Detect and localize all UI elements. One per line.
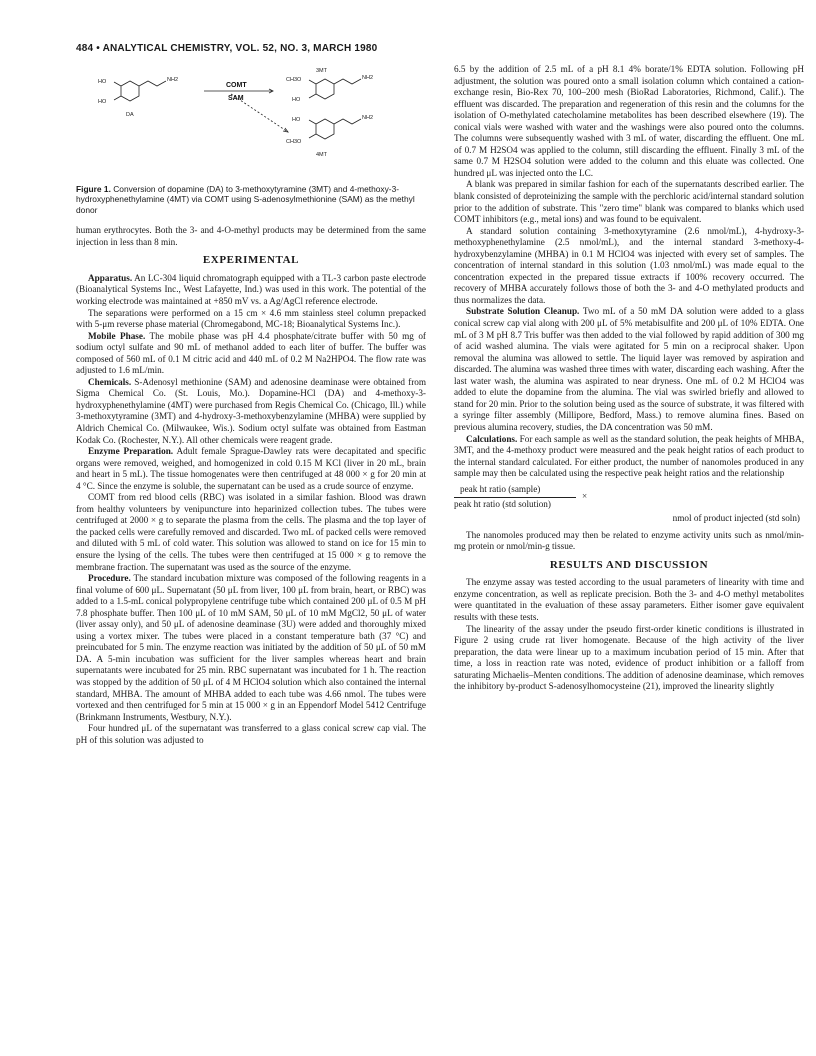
mt3-ch3o: CH3O (286, 77, 302, 83)
standard-paragraph: A standard solution containing 3-methoxytyramine (2.6 nmol/mL), 4-hydroxy-3-methoxyphenethylamine (2.5 nmol/mL), and the internal standard 3-methoxy-4-hydroxybenzylamine (MHBA) in 0.1 M HClO4 was injected with every set of samples. The concentration of internal standard in this solution (1.03 nmol/mL) was made equal to the concentration expected in the prepared tissue extracts if 100% recovery occurred. The recovery of MHBA accurately follows those of both the 3- and 4-O methylated products and thus normalizes the data. (454, 225, 804, 305)
results-paragraph-1: The enzyme assay was tested according to the usual parameters of linearity with time and enzyme concentration, as well as replicate precision. Both the 3- and 4-O methyl metabolites were quantitated in the evaluation of these assay parameters. Either isomer gave equivalent results with these tests. (454, 577, 804, 622)
figure-1 (76, 64, 426, 182)
nanomoles-paragraph: The nanomoles produced may then be related to enzyme activity units such as nmol/min-mg protein or nmol/min-g tissue. (454, 529, 804, 552)
procedure-heading: Procedure. (88, 573, 131, 584)
right-column (454, 64, 804, 693)
results-paragraph-2: The linearity of the assay under the pseudo first-order kinetic conditions is illustrated in Figure 2 using crude rat liver homogenate. Because of the high activity of the liver preparation, the data were linear up to a maximum incubation period of 15 min. After that time, a loss in reaction rate was noted, evidence of product inhibition or a falloff from saturating Michaelis–Menten conditions. The addition of adenosine deaminase, which removes the inhibitory by-product S-adenosylhomocysteine (21), improved the linearity slightly (454, 623, 804, 692)
intro-paragraph: human erythrocytes. Both the 3- and 4-O-methyl products may be determined from the same injection in less than 8 min. (76, 225, 426, 247)
running-head: 484 • ANALYTICAL CHEMISTRY, VOL. 52, NO. 3, MARCH 1980 (76, 43, 378, 54)
substrate-text: Two mL of a 50 mM DA solution were added to a glass conical screw cap vial along with 200 μL of 5% metabisulfite and 200 μL of 10% EDTA. One mL of 3 M pH 8.7 Tris buffer was then added to the vial followed by rapid addition of 300 mg of acid washed alumina. The vials were agitated for 5 min on a reciprocal shaker. Upon removal the alumina was allowed to settle. The liquid layer was removed by aspiration and discarded. The alumina was washed three times with water, discarding each washing. After the last water wash, the alumina was aspirated to near dryness. One mL of 0.2 M HClO4 was added to elute the dopamine from the alumina. The vial was swirled briefly and allowed to stand for 20 min. Prior to the solution being used as the source of substrate, it was filtered with a syringe filter assembly (Millipore, Bedford, Mass.) to remove alumina fines. Based on previous alumina recovery, studies, the DA concentration was 50 mM. (454, 306, 804, 432)
calculations-text: For each sample as well as the standard solution, the peak heights of MHBA, 3MT, and the 4-methoxy product were measured and the peak height ratios of each product to the internal standard calculated. For either product, the number of nanomoles produced in any sample may then be calculated using the respective peak height ratios and the relationship (454, 433, 804, 479)
equation-numerator: peak ht ratio (sample) (460, 483, 541, 494)
mt3-ho: HO (292, 97, 301, 103)
mobile-phase-text: The mobile phase was pH 4.4 phosphate/citrate buffer with 50 mg of sodium octyl sulfate and 90 mL of methanol added to each liter of buffer. The buffer was composed of 560 mL of 0.1 M citric acid and 440 mL of 0.2 M Na2HPO4. The flow rate was adjusted to 1.6 mL/min. (76, 330, 426, 376)
da-chain (139, 81, 166, 86)
equation-times: × (582, 490, 588, 501)
enzyme-label: COMT (226, 82, 247, 89)
da-ring (121, 81, 139, 101)
mt3-chain (334, 79, 361, 84)
apparatus-heading: Apparatus. (88, 272, 133, 283)
mt4-nh2: NH2 (362, 115, 374, 121)
figure-caption (76, 184, 426, 215)
blank-paragraph: A blank was prepared in similar fashion for each of the supernatants described earlier. The blank consisted of deproteinizing the sample with the perchloric acid/internal standard solution prior to the addition of substrate. This "zero time" blank was compared to blanks which used COMT inhibitors (e.g., metal ions) and was found to be equivalent. (454, 179, 804, 225)
apparatus-paragraph (76, 273, 426, 308)
separations-paragraph: The separations were performed on a 15 cm × 4.6 mm stainless steel column prepacked with 5-μm reverse phase material (Chromegabond, MC-18; Bioanalytical Systems Inc.). (76, 307, 426, 330)
chemicals-text: S-Adenosyl methionine (SAM) and adenosine deaminase were obtained from Sigma Chemical Co. (St. Louis, Mo.). Dopamine-HCl (DA) and 4-methoxy-3-hydroxyphenethylamine (4MT) were purchased from Regis Chemical Co. (Chicago, Ill.) while 3-methoxytyramine (3MT) and 4-hydroxy-3-methoxybenzylamine (MHBA) were supplied by Aldrich Chemical Co. (Milwaukee, Wis.). Sodium octyl sulfate was obtained from Eastman Kodak Co. (Rochester, N.Y.). All other chemicals were reagent grade. (76, 376, 426, 445)
enzyme-prep-heading: Enzyme Preparation. (88, 446, 174, 457)
left-column (76, 64, 426, 746)
mt3-nh2: NH2 (362, 75, 374, 81)
calculations-paragraph (454, 434, 804, 480)
supernatant-paragraph: Four hundred μL of the supernatant was transferred to a glass conical screw cap vial. The pH of this solution was adjusted to (76, 723, 426, 745)
apparatus-text: An LC-304 liquid chromatograph equipped with a TL-3 carbon paste electrode (Bioanalytical Systems Inc., West Lafayette, Ind.) was used in this work. The potential of the working electrode was maintained at +850 mV vs. a Ag/AgCl reference electrode. (76, 272, 426, 306)
cofactor-label: SAM (228, 95, 244, 102)
chemicals-paragraph (76, 377, 426, 446)
da-nh2: NH2 (167, 77, 179, 83)
caption-text: Conversion of dopamine (DA) to 3-methoxytyramine (3MT) and 4-methoxy-3-hydroxyphenethylamine (4MT) via COMT using S-adenosylmethionine (SAM) as the methyl donor (76, 184, 415, 215)
section-results: RESULTS AND DISCUSSION (549, 558, 709, 571)
equation-denominator: peak ht ratio (std solution) (454, 498, 551, 509)
calculations-heading: Calculations. (466, 433, 518, 444)
mobile-phase-paragraph (76, 331, 426, 377)
mt3-name: 3MT (316, 68, 327, 74)
mt4-chain (334, 119, 361, 124)
chemicals-heading: Chemicals. (88, 376, 132, 387)
mt4-ho: HO (292, 117, 301, 123)
substrate-paragraph (454, 306, 804, 433)
section-experimental: EXPERIMENTAL (202, 254, 300, 267)
mt4-ring (316, 119, 334, 139)
da-name: DA (126, 112, 134, 118)
enzyme-prep-text: Adult female Sprague-Dawley rats were decapitated and specific organs were removed, weighed, and homogenized in cold 0.15 M KCl (liver in 20 mL, brain and heart in 5 mL). The tissue homogenates were then centrifuged at 48 000 × g for 20 min at 4 °C. Since the enzyme is soluble, the supernatant can be used as a crude source of enzyme. (76, 446, 426, 491)
equation (454, 484, 804, 524)
equation-fraction-bar (454, 497, 576, 498)
mobile-phase-heading: Mobile Phase. (88, 330, 146, 341)
mt4-ch3o: CH3O (286, 139, 302, 145)
da-ho-bottom: HO (98, 99, 107, 105)
substrate-heading: Substrate Solution Cleanup. (466, 306, 580, 317)
continued-paragraph: 6.5 by the addition of 2.5 mL of a pH 8.1 4% borate/1% EDTA solution. Following pH adjustment, the solution was poured onto a small isolation column which contained a cation-exchange resin, Bio-Rex 70, 100–200 mesh (BioRad Laboratories, Richmond, Calif.). The effluent was discarded. The preparation and regeneration of this resin and the columns for the isolation of O-methylated catecholamine metabolites has been described elsewhere (19). The conical vials were washed with water and the washings were also poured onto the columns. The columns were subsequently washed with 3 mL of water, discarding the effluent. One mL of 0.7 M H2SO4 was applied to the column, still discarding the effluent. Finally 3 mL of the same 0.7 M H2SO4 solution were added to the column and this eluate was collected. One hundred μL was injected onto the LC. (454, 64, 804, 178)
procedure-text: The standard incubation mixture was composed of the following reagents in a final volume of 600 μL. Supernatant (50 μL from liver, 100 μL from brain, heart, or RBC) was added to a 1.5-mL conical polypropylene centrifuge tube which contained 200 μL of 0.5 M pH 7.8 phosphate buffer. Then 100 μL of 10 mM SAM, 50 μL of 10 mM MgCl2, 50 μL of water (liver assay only), and 50 μL of adenosine deaminase (3U) were added and thoroughly mixed using a vortex mixer. The tubes were placed in a constant temperature bath (37 °C) and preincubated for 5 min. The enzyme reaction was initiated by the addition of 50 μL of 50 mM DA. A 5-min incubation was sufficient for the liver samples whereas heart and brain supernatants were incubated for 25 min. RBC supernatant was incubated for 1 h. The reaction was stopped by the addition of 50 μL of 4 M HClO4 solution which also contained the internal standard, MHBA. The amount of MHBA added to each tube was 4.66 nmol. The tubes were vortexed and then centrifuged for 5 min at 15 000 × g in an Eppendorf Model 5412 Centrifuge (Brinkmann Instruments, Westbury, N.Y.). (76, 573, 426, 722)
enzyme-prep-paragraph (76, 446, 426, 492)
comt-paragraph: COMT from red blood cells (RBC) was isolated in a similar fashion. Blood was drawn from healthy volunteers by venipuncture into heparinized collection tubes. The tubes were centrifuged at 2000 × g to separate the plasma from the cells. The plasma and the top layer of the packed cells were carefully removed and discarded. Two mL of packed cells were removed and diluted with 5 mL of cold water. This solution was allowed to stand on ice for 15 min to ensure the lysing of the cells. The tubes were then centrifuged at 15 000 × g to remove the membrane fraction. The supernatant was used as the source of the enzyme. (76, 492, 426, 572)
mt4-name: 4MT (316, 152, 327, 158)
reaction-scheme (76, 64, 426, 182)
figure-label: Figure 1. (76, 184, 111, 194)
procedure-paragraph (76, 573, 426, 723)
equation-multiplier: nmol of product injected (std soln) (672, 512, 800, 523)
mt3-ring (316, 79, 334, 99)
da-ho-top: HO (98, 79, 107, 85)
